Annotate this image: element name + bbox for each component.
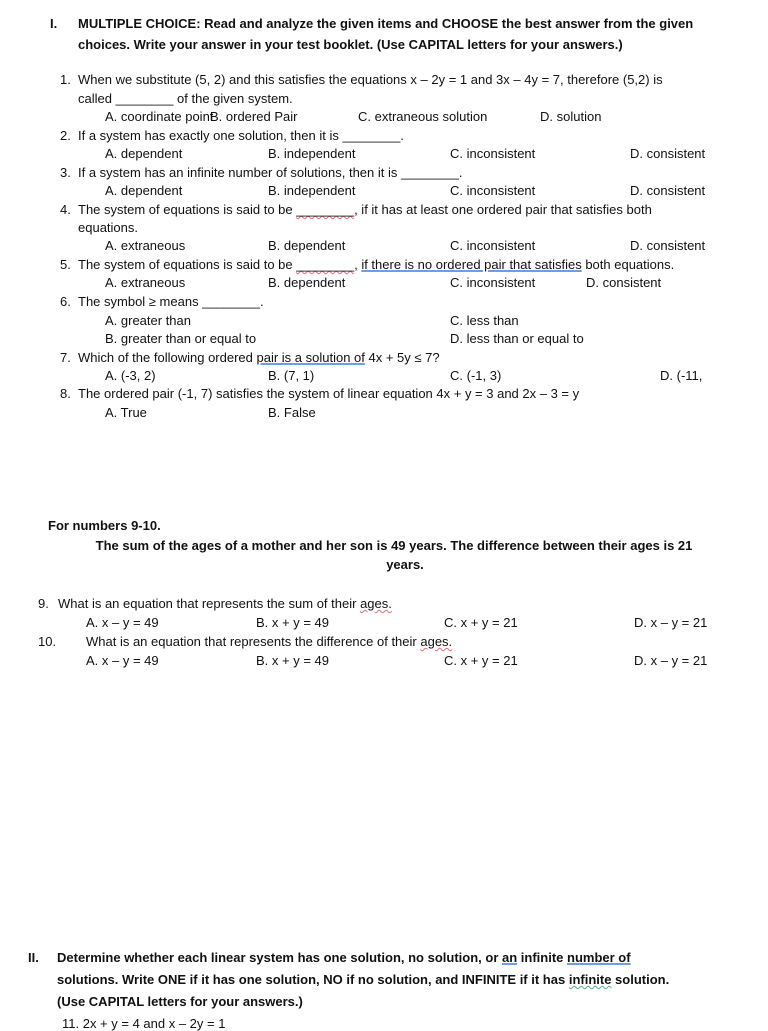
question-cutoff: 11. 2x + y = 4 and x – 2y = 1 [62, 1016, 226, 1031]
choice-a: A. x – y = 49 [86, 615, 159, 630]
choice-d: D. x – y = 21 [634, 653, 708, 668]
question-text [86, 634, 452, 649]
choice-b: B. independent [268, 183, 356, 198]
question-text: If a system has an infinite number of solutions, then it is ________. [78, 165, 463, 180]
question-text-part: , if it has at least one ordered pair that satisfies both [354, 202, 652, 217]
question-number: 1. [60, 72, 71, 87]
choice-d: D. x – y = 21 [634, 615, 708, 630]
choice-a: A. coordinate point [105, 109, 214, 124]
answer-blank: ________ [296, 202, 355, 217]
word-problem-line-2: years. [386, 557, 424, 572]
choice-a: A. extraneous [105, 238, 186, 253]
question-number: 8. [60, 386, 71, 401]
grammar-flagged-text: pair is a solution of [256, 350, 365, 365]
question-text: The ordered pair (-1, 7) satisfies the system of linear equation 4x + y = 3 and 2x – 3 = y [78, 386, 580, 401]
choice-c: C. extraneous solution [358, 109, 488, 124]
instructions-line-3: (Use CAPITAL letters for your answers.) [57, 994, 303, 1009]
question-text-cont: equations. [78, 220, 138, 235]
instructions-line-2: choices. Write your answer in your test booklet. (Use CAPITAL letters for your answers.) [78, 37, 623, 52]
choice-c: C. x + y = 21 [444, 615, 518, 630]
instructions-text-part: Determine whether each linear system has one solution, no solution, or [57, 950, 502, 965]
question-text-part: What is an equation that represents the difference of their [86, 634, 421, 649]
question-text-part: , [354, 257, 362, 272]
grammar-flagged-text: number of [567, 950, 631, 965]
question-number: 5. [60, 257, 71, 272]
choice-c: C. inconsistent [450, 275, 536, 290]
choice-b: B. independent [268, 146, 356, 161]
choice-b: B. x + y = 49 [256, 653, 329, 668]
choice-d: D. less than or equal to [450, 331, 584, 346]
question-text [78, 350, 440, 365]
question-text: If a system has exactly one solution, then it is ________. [78, 128, 404, 143]
grammar-flagged-text: an [501, 950, 518, 965]
part-roman-numeral: II. [28, 950, 39, 965]
choice-b: B. (7, 1) [268, 368, 315, 383]
choice-d: D. consistent [630, 238, 706, 253]
question-number: 4. [60, 202, 71, 217]
spelling-flagged-text: ages. [360, 596, 392, 611]
choice-c: C. (-1, 3) [450, 368, 502, 383]
grammar-flagged-text: if there is no ordered pair that satisfies [361, 257, 582, 272]
question-text-part: The system of equations is said to be [78, 257, 297, 272]
instructions-text-part: solution. [611, 972, 670, 987]
part-roman-numeral: I. [50, 16, 58, 31]
instructions-text-part: infinite [517, 950, 567, 965]
question-text-part: Which of the following ordered [78, 350, 257, 365]
question-number: 6. [60, 294, 71, 309]
choice-b: B. dependent [268, 238, 346, 253]
instructions-line-1 [57, 950, 631, 965]
choice-a: A. dependent [105, 146, 183, 161]
question-text-part: 4x + 5y ≤ 7? [364, 350, 440, 365]
choice-d: D. consistent [630, 183, 706, 198]
question-text: The symbol ≥ means ________. [78, 294, 264, 309]
question-number: 7. [60, 350, 71, 365]
question-number: 3. [60, 165, 71, 180]
choice-c: C. less than [450, 313, 519, 328]
choice-d: D. consistent [630, 146, 706, 161]
choice-a: A. greater than [105, 313, 191, 328]
question-number: 10. [38, 634, 57, 649]
question-text-part: both equations. [581, 257, 675, 272]
choice-b: B. greater than or equal to [105, 331, 257, 346]
question-text [58, 596, 392, 611]
instructions-text-part: solutions. Write ONE if it has one solution, NO if no solution, and INFINITE if it has [57, 972, 569, 987]
question-text-part: The system of equations is said to be [78, 202, 297, 217]
question-number: 2. [60, 128, 71, 143]
choice-a: A. x – y = 49 [86, 653, 159, 668]
choice-a: A. dependent [105, 183, 183, 198]
choice-b: B. x + y = 49 [256, 615, 329, 630]
choice-c: C. inconsistent [450, 238, 536, 253]
question-text: When we substitute (5, 2) and this satisfies the equations x – 2y = 1 and 3x – 4y = 7, therefore (5,2) is [78, 72, 663, 87]
section-heading: For numbers 9-10. [48, 518, 161, 533]
choice-c: C. inconsistent [450, 183, 536, 198]
question-text [78, 257, 674, 272]
choice-d: D. (-11, [660, 368, 703, 383]
choice-d: D. solution [540, 109, 602, 124]
choice-b: B. False [268, 405, 316, 420]
question-text-cont: called ________ of the given system. [78, 91, 293, 106]
question-text-part: What is an equation that represents the sum of their [58, 596, 361, 611]
choice-b: B. ordered Pair [210, 109, 298, 124]
instructions-line-1: MULTIPLE CHOICE: Read and analyze the given items and CHOOSE the best answer from the given [78, 16, 694, 31]
choice-a: A. (-3, 2) [105, 368, 156, 383]
question-number: 9. [38, 596, 49, 611]
word-problem-line-1: The sum of the ages of a mother and her son is 49 years. The difference between their ages is 21 [95, 538, 693, 553]
instructions-line-2 [57, 972, 669, 987]
choice-d: D. consistent [586, 275, 662, 290]
choice-c: C. x + y = 21 [444, 653, 518, 668]
choice-a: A. True [105, 405, 147, 420]
spelling-flagged-text: ages. [420, 634, 453, 649]
choice-b: B. dependent [268, 275, 346, 290]
question-text [78, 202, 652, 217]
answer-blank: ________ [296, 257, 355, 272]
grammar-flagged-text: infinite [568, 972, 612, 987]
choice-a: A. extraneous [105, 275, 186, 290]
choice-c: C. inconsistent [450, 146, 536, 161]
